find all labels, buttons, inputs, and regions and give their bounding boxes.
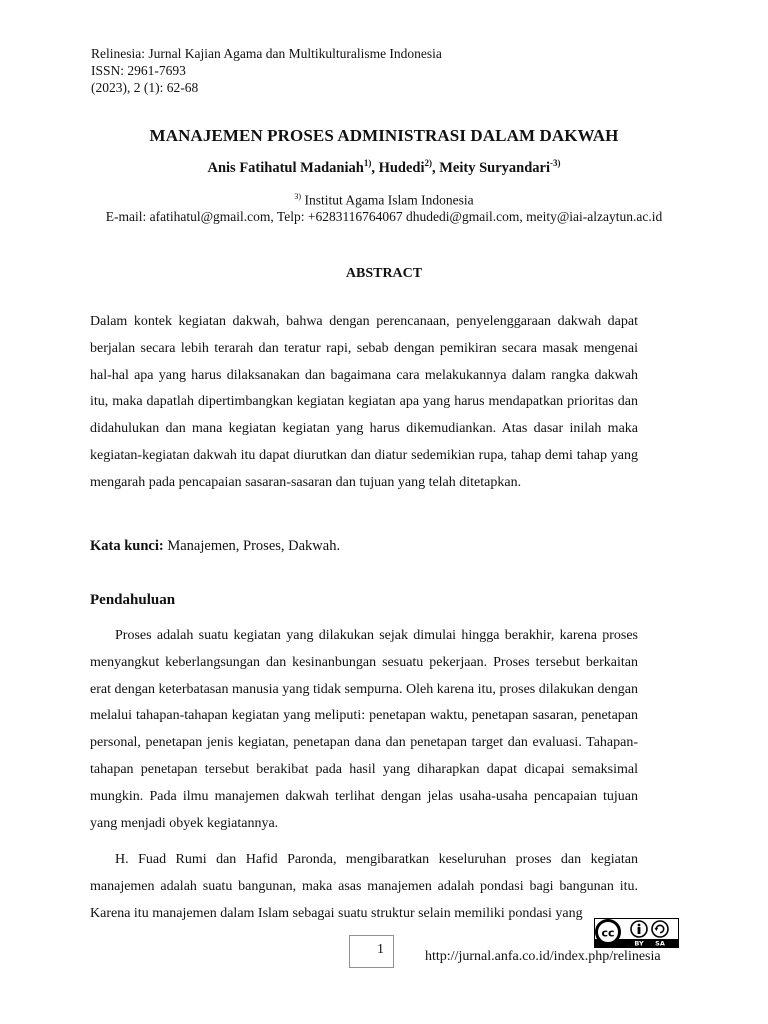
keywords-text: Manajemen, Proses, Dakwah. — [163, 538, 341, 554]
keywords — [90, 538, 340, 555]
author-list — [0, 158, 768, 177]
share-alike-icon — [652, 921, 668, 937]
sa-label: SA — [655, 939, 665, 948]
author-name: Meity Suryandari — [439, 159, 551, 176]
keywords-label: Kata kunci: — [90, 538, 164, 554]
cc-by-sa-license-icon[interactable] — [594, 918, 679, 948]
volume-info: (2023), 2 (1): 62-68 — [91, 80, 199, 95]
body-paragraph: Proses adalah suatu kegiatan yang dilakukan sejak dimulai hingga berakhir, karena proses menyangkut keberlangsungan dan kesinanbungan sesuatu pekerjaan. Proses tersebut berkaitan erat dengan keterbatasan manusia yang tidak sempurna. Oleh karena itu, proses dilakukan dengan melalui tahapan-tahapan kegiatan yang meliputi: penetapan waktu, penetapan sasaran, penetapan personal, penetapan jenis kegiatan, penetapan dana dan penetapan target dan evaluasi. Tahapan-tahapan penetapan tersebut berakibat pada hasil yang diharapkan dapat dicapai semaksimal mungkin. Pada ilmu manajemen dakwah terlihat dengan jelas usaha-usaha pencapaian tujuan yang menjadi obyek kegiatannya. — [90, 628, 638, 831]
author-separator: , — [432, 159, 440, 176]
page-number: 1 — [349, 935, 394, 968]
abstract-text: Dalam kontek kegiatan dakwah, bahwa dengan perencanaan, penyelenggaraan dakwah dapat berjalan secara lebih terarah dan teratur rapi, sebab dengan pemikiran secara masak mengenai hal-hal apa yang harus dilaksanakan dan bagaimana cara melakukannya dalam rangka dakwah itu, maka dapatlah dipertimbangkan kegiatan kegiatan apa yang harus mendapatkan prioritas dan didahulukan dan mana kegiatan kegiatan yang harus dikemudiankan. Atas dasar inilah maka kegiatan-kegiatan dakwah itu dapat diurutkan dan diatur sedemikian rupa, tahap demi tahap yang mengarah pada pencapaian sasaran-sasaran dan tujuan yang telah ditetapkan. — [90, 314, 638, 490]
body-paragraph: H. Fuad Rumi dan Hafid Paronda, mengibaratkan keseluruhan proses dan kegiatan manajemen adalah suatu bangunan, maka asas manajemen adalah pondasi bagi bangunan itu. Karena itu manajemen dalam Islam sebagai suatu struktur selain memiliki pondasi yang — [90, 852, 638, 921]
section-heading: Pendahuluan — [90, 592, 176, 608]
author-name: Hudedi — [378, 159, 425, 176]
issn: ISSN: 2961-7693 — [91, 63, 186, 78]
attribution-head — [638, 924, 641, 927]
author-affiliation-mark: 1) — [363, 158, 372, 168]
author-affiliation-mark: 2) — [424, 158, 432, 168]
cc-letters: cc — [601, 926, 615, 940]
journal-url-link[interactable]: http://jurnal.anfa.co.id/index.php/relinesia — [425, 949, 661, 964]
attribution-body — [638, 927, 641, 934]
affiliation — [0, 192, 768, 209]
author-separator: , — [371, 159, 379, 176]
by-label: BY — [634, 939, 644, 948]
paper-title: MANAJEMEN PROSES ADMINISTRASI DALAM DAKWAH — [149, 126, 619, 145]
author-affiliation-mark: -3) — [550, 158, 561, 168]
author-name: Anis Fatihatul Madaniah — [207, 159, 364, 176]
affiliation-text: Institut Agama Islam Indonesia — [301, 192, 474, 208]
contact-line: E-mail: afatihatul@gmail.com, Telp: +6283116764067 dhudedi@gmail.com, meity@iai-alzaytun.ac.id — [105, 209, 663, 224]
journal-header — [91, 45, 442, 96]
abstract-heading: ABSTRACT — [345, 266, 423, 281]
affiliation-mark: 3) — [294, 192, 302, 201]
journal-name: Relinesia: Jurnal Kajian Agama dan Multikulturalisme Indonesia — [91, 46, 442, 61]
